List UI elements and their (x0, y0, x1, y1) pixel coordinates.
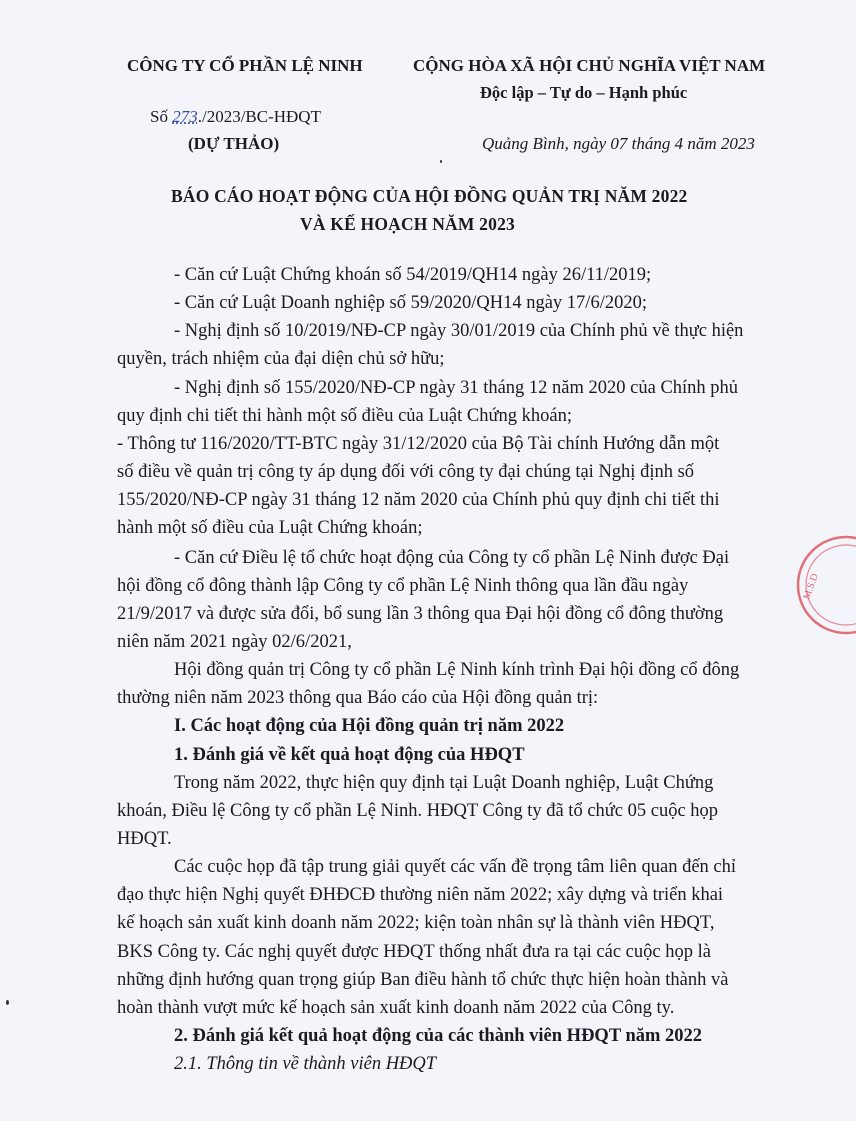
paragraph-1-line-3: HĐQT. (117, 829, 172, 849)
paragraph-2-line-5: những định hướng quan trọng giúp Ban điều hành tổ chức thực hiện hoàn thành và (117, 970, 729, 990)
basis-enterprise-law: - Căn cứ Luật Doanh nghiệp số 59/2020/QH14 ngày 17/6/2020; (174, 293, 647, 313)
company-stamp-partial (786, 530, 856, 640)
basis-decree-155-line-1: - Nghị định số 155/2020/NĐ-CP ngày 31 tháng 12 năm 2020 của Chính phủ (174, 378, 739, 398)
basis-charter-line-3: 21/9/2017 và được sửa đổi, bổ sung lần 3 thông qua Đại hội đồng cổ đông thường (117, 604, 724, 624)
basis-circular-116-line-3: 155/2020/NĐ-CP ngày 31 tháng 12 năm 2020 của Chính phủ quy định chi tiết thi (117, 490, 720, 510)
paragraph-2-line-2: đạo thực hiện Nghị quyết ĐHĐCĐ thường niên năm 2022; xây dựng và triển khai (117, 885, 724, 905)
subsection-heading-2: 2. Đánh giá kết quả hoạt động của các thành viên HĐQT năm 2022 (174, 1026, 703, 1046)
subsection-heading-2-1: 2.1. Thông tin về thành viên HĐQT (174, 1054, 437, 1074)
paragraph-2-line-6: hoàn thành vượt mức kế hoạch sản xuất kinh doanh năm 2022 của Công ty. (117, 998, 675, 1018)
document-number-suffix: ./2023/BC-HĐQT (197, 107, 321, 126)
basis-charter-line-1: - Căn cứ Điều lệ tổ chức hoạt động của Công ty cổ phần Lệ Ninh được Đại (174, 548, 730, 568)
paragraph-2-line-4: BKS Công ty. Các nghị quyết được HĐQT thống nhất đưa ra tại các cuộc họp là (117, 942, 711, 962)
report-title-line-2: VÀ KẾ HOẠCH NĂM 2023 (300, 214, 515, 234)
draft-label: (DỰ THẢO) (188, 134, 280, 153)
basis-securities-law: - Căn cứ Luật Chứng khoán số 54/2019/QH14 ngày 26/11/2019; (174, 265, 652, 285)
place-and-date: Quảng Bình, ngày 07 tháng 4 năm 2023 (482, 134, 755, 153)
basis-decree-155-line-2: quy định chi tiết thi hành một số điều của Luật Chứng khoán; (117, 406, 572, 426)
basis-circular-116-line-2: số điều về quản trị công ty áp dụng đối với công ty đại chúng tại Nghị định số (117, 462, 695, 482)
document-number-prefix: Số (150, 107, 168, 126)
paragraph-1-line-1: Trong năm 2022, thực hiện quy định tại Luật Doanh nghiệp, Luật Chứng (174, 773, 714, 793)
submission-line-1: Hội đồng quản trị Công ty cổ phần Lệ Ninh kính trình Đại hội đồng cổ đông (174, 660, 740, 680)
paragraph-2-line-1: Các cuộc họp đã tập trung giải quyết các vấn đề trọng tâm liên quan đến chỉ (174, 857, 737, 877)
paragraph-1-line-2: khoán, Điều lệ Công ty cổ phần Lệ Ninh. HĐQT Công ty đã tổ chức 05 cuộc họp (117, 801, 719, 821)
paragraph-2-line-3: kế hoạch sản xuất kinh doanh năm 2022; kiện toàn nhân sự là thành viên HĐQT, (117, 913, 715, 933)
country-name: CỘNG HÒA XÃ HỘI CHỦ NGHĨA VIỆT NAM (413, 56, 766, 75)
basis-charter-line-4: niên năm 2021 ngày 02/6/2021, (117, 632, 352, 652)
subsection-heading-1: 1. Đánh giá về kết quả hoạt động của HĐQT (174, 745, 525, 765)
basis-decree-10-line-2: quyền, trách nhiệm của đại diện chủ sở hữu; (117, 349, 445, 369)
scan-speck (6, 1000, 9, 1005)
scan-speck (440, 160, 442, 163)
basis-charter-line-2: hội đồng cổ đông thành lập Công ty cổ phần Lệ Ninh thông qua lần đầu ngày (117, 576, 689, 596)
document-number (150, 107, 321, 127)
basis-circular-116-line-1: - Thông tư 116/2020/TT-BTC ngày 31/12/2020 của Bộ Tài chính Hướng dẫn một (117, 434, 720, 454)
basis-decree-10-line-1: - Nghị định số 10/2019/NĐ-CP ngày 30/01/2019 của Chính phủ về thực hiện (174, 321, 744, 341)
report-title-line-1: BÁO CÁO HOẠT ĐỘNG CỦA HỘI ĐỒNG QUẢN TRỊ NĂM 2022 (171, 186, 688, 206)
document-number-handwritten: 273 (172, 107, 198, 126)
company-name: CÔNG TY CỔ PHẦN LỆ NINH (127, 56, 363, 75)
section-heading-1: I. Các hoạt động của Hội đồng quản trị năm 2022 (174, 716, 565, 736)
national-motto: Độc lập – Tự do – Hạnh phúc (480, 83, 688, 102)
stamp-text: M.S.D (801, 572, 821, 602)
submission-line-2: thường niên năm 2023 thông qua Báo cáo của Hội đồng quản trị: (117, 688, 599, 708)
basis-circular-116-line-4: hành một số điều của Luật Chứng khoán; (117, 518, 423, 538)
